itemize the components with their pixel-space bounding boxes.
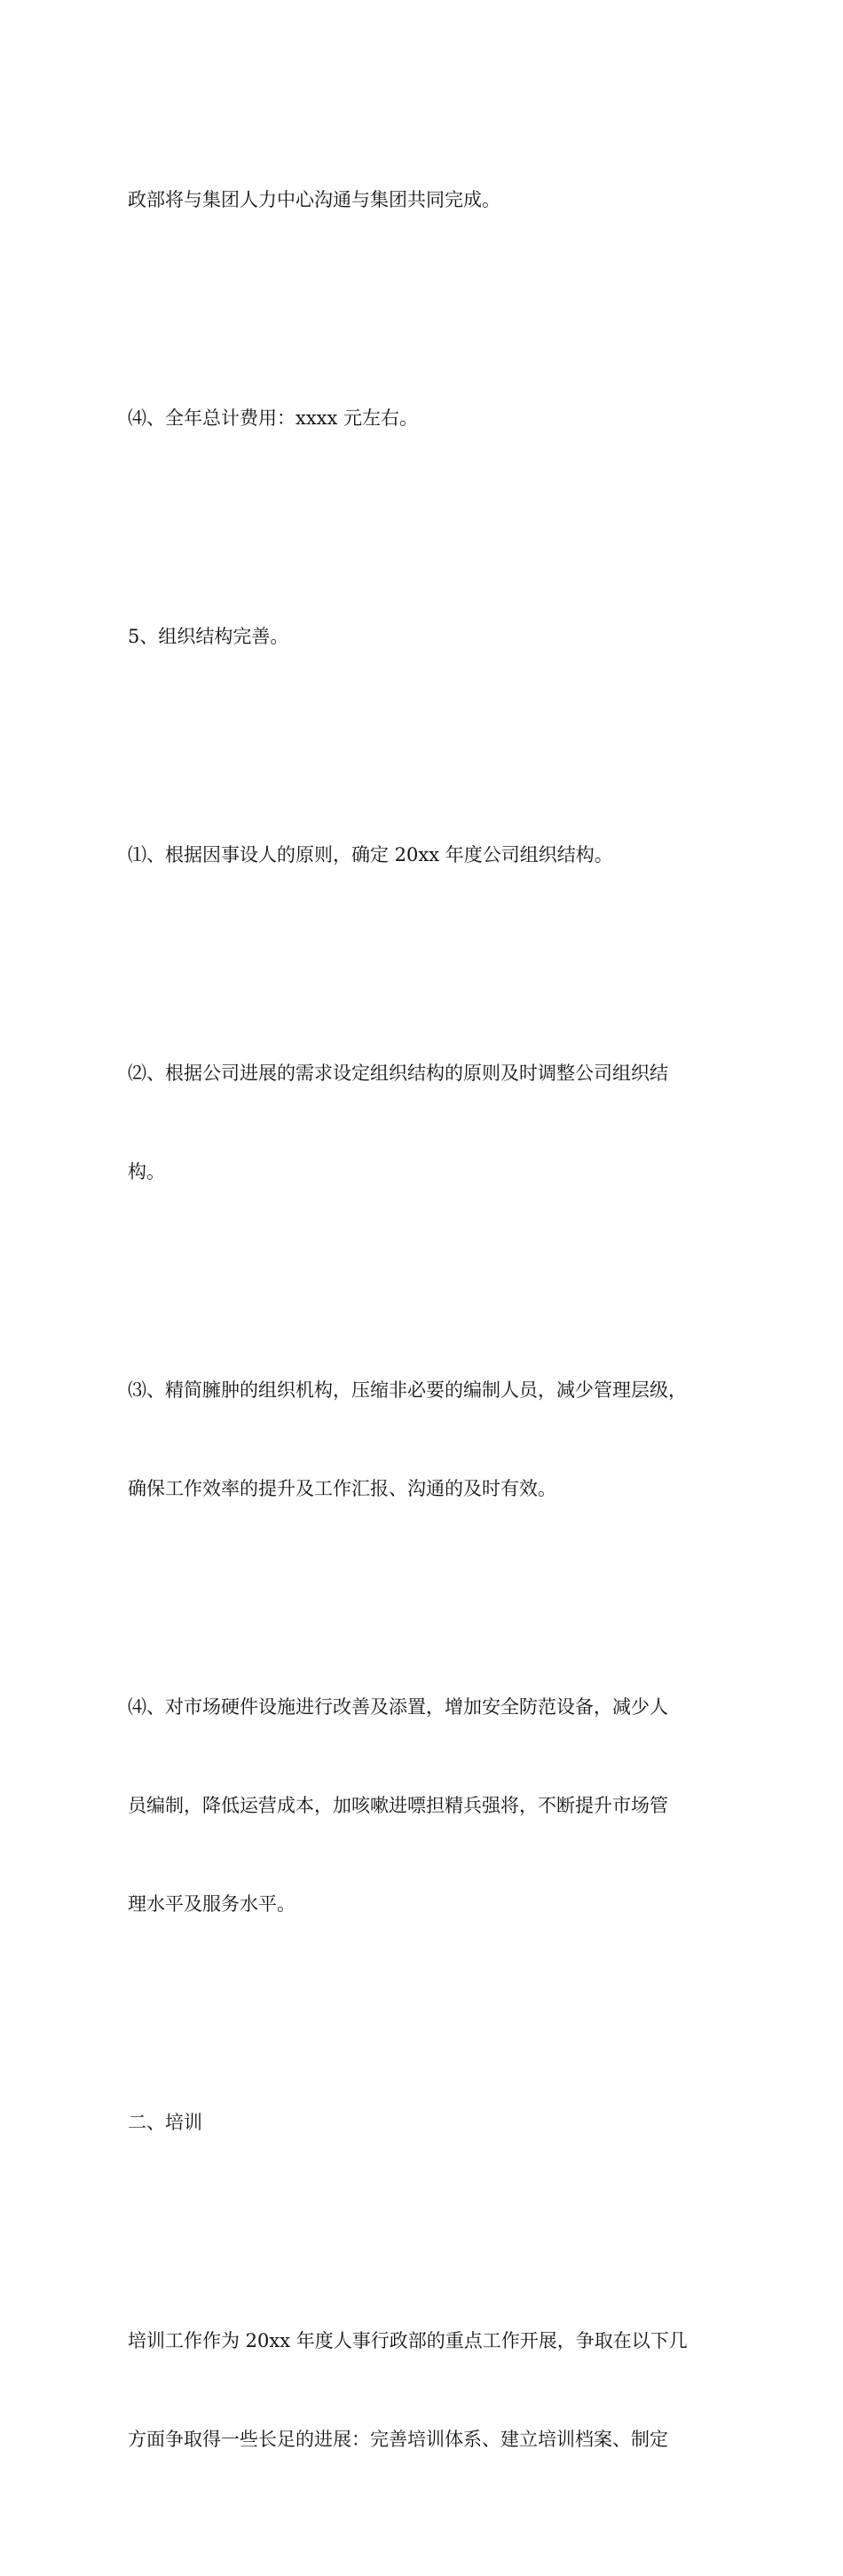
text-line: 二、培训 bbox=[128, 2112, 202, 2133]
paragraph-item-3 bbox=[128, 1308, 722, 1571]
paragraph-training-intro bbox=[128, 2259, 722, 2522]
text-line: ⑶、精简臃肿的组织机构，压缩非必要的编制人员，减少管理层级， bbox=[128, 1379, 687, 1401]
text-line: 培训工作作为 20xx 年度人事行政部的重点工作开展，争取在以下几 bbox=[128, 2330, 688, 2351]
text-line: ⑷、全年总计费用：xxxx 元左右。 bbox=[128, 407, 419, 429]
paragraph-item-2 bbox=[128, 992, 722, 1254]
paragraph-continuation bbox=[128, 118, 722, 282]
text-line: ⑴、根据因事设人的原则，确定 20xx 年度公司组织结构。 bbox=[128, 844, 613, 865]
text-line: 理水平及服务水平。 bbox=[128, 1893, 295, 1915]
text-line: 确保工作效率的提升及工作汇报、沟通的及时有效。 bbox=[128, 1478, 556, 1499]
text-line: 构。 bbox=[128, 1161, 165, 1182]
text-line: 5、组织结构完善。 bbox=[128, 626, 289, 647]
text-line: 政部将与集团人力中心沟通与集团共同完成。 bbox=[128, 189, 500, 210]
text-line: ⑷、对市场硬件设施进行改善及添置，增加安全防范设备，减少人 bbox=[128, 1696, 668, 1718]
document-body bbox=[128, 118, 722, 2576]
text-line: 员编制，降低运营成本，加咳嗽进嘌担精兵强将，不断提升市场管 bbox=[128, 1795, 668, 1816]
paragraph-item-4 bbox=[128, 1625, 722, 1987]
paragraph-item-1 bbox=[128, 773, 722, 937]
section-heading-training bbox=[128, 2041, 722, 2205]
paragraph-total-cost bbox=[128, 336, 722, 501]
text-line: ⑵、根据公司进展的需求设定组织结构的原则及时调整公司组织结 bbox=[128, 1063, 668, 1084]
section-heading-org-structure bbox=[128, 555, 722, 719]
text-line: 方面争取得一些长足的进展：完善培训体系、建立培训档案、制定 bbox=[128, 2429, 668, 2450]
